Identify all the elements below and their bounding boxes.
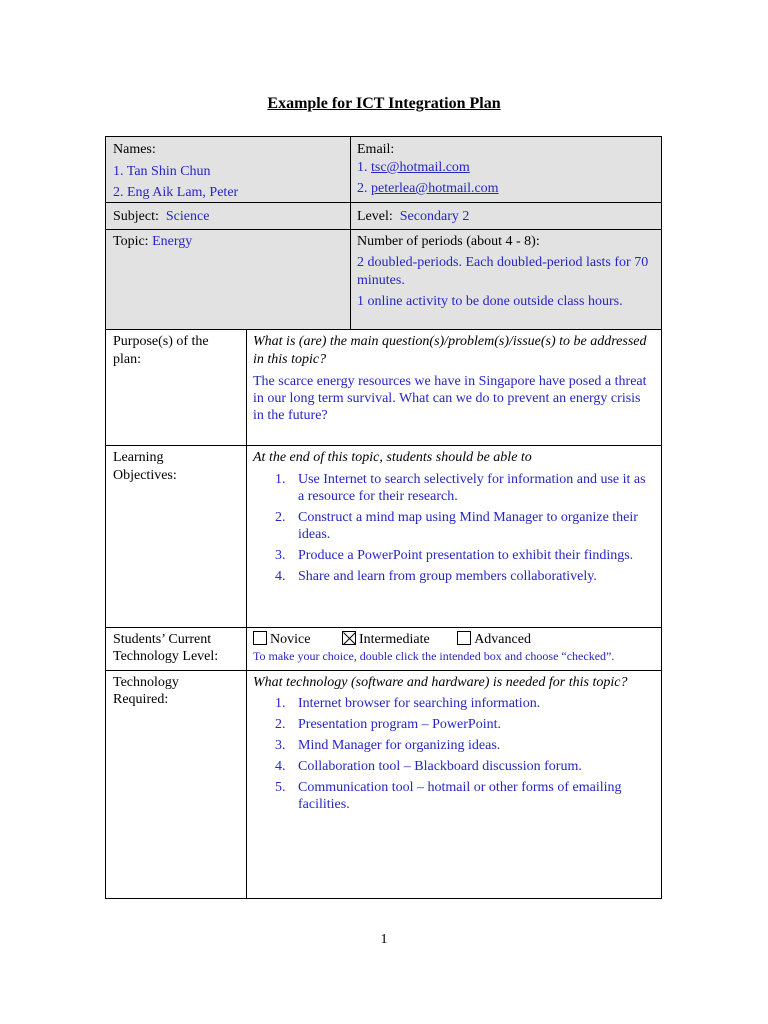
periods-cell xyxy=(357,233,655,311)
list-item: 4. Collaboration tool – Blackboard discussion forum. xyxy=(275,759,582,774)
list-item: 1. Internet browser for searching information. xyxy=(275,696,541,711)
checkbox-icon[interactable] xyxy=(457,631,471,645)
list-item: 4. Share and learn from group members collaboratively. xyxy=(275,569,597,584)
email-link-2[interactable]: peterlea@hotmail.com xyxy=(371,181,499,196)
email-label: Email: xyxy=(357,142,395,157)
tech-required-content xyxy=(253,674,653,817)
purpose-label: Purpose(s) of the plan: xyxy=(113,334,209,367)
purpose-content xyxy=(253,333,653,424)
list-item: 2. Construct a mind map using Mind Manager to organize their ideas. xyxy=(275,510,638,542)
document-title: Example for ICT Integration Plan xyxy=(267,95,501,112)
list-item: 5. Communication tool – hotmail or other forms of emailing facilities. xyxy=(275,780,622,812)
checkbox-icon[interactable] xyxy=(253,631,267,645)
checkbox-advanced[interactable]: Advanced xyxy=(457,632,531,647)
periods-label: Number of periods (about 4 - 8): xyxy=(357,234,540,249)
objectives-label: Learning Objectives: xyxy=(113,450,177,483)
level-cell xyxy=(357,208,469,226)
list-item: 1. Use Internet to search selectively for information and use it as a resource for their research. xyxy=(275,472,646,504)
topic-value: Energy xyxy=(152,234,193,249)
subject-value: Science xyxy=(165,209,210,224)
names-label: Names: xyxy=(113,142,156,157)
purpose-question: What is (are) the main question(s)/problem(s)/issue(s) to be addressed in this topic? xyxy=(253,334,647,367)
periods-line-2: 1 online activity to be done outside class hours. xyxy=(357,294,623,309)
tech-level-content xyxy=(253,631,658,664)
level-label: Level: xyxy=(357,209,393,224)
tech-level-options xyxy=(253,631,658,649)
list-item: 3. Mind Manager for organizing ideas. xyxy=(275,738,501,753)
checkbox-intermediate[interactable]: Intermediate xyxy=(342,632,430,647)
subject-cell xyxy=(113,208,209,226)
plan-table xyxy=(105,136,662,899)
name-item: 2. Eng Aik Lam, Peter xyxy=(113,185,239,200)
tech-level-instruction: To make your choice, double click the intended box and choose “checked”. xyxy=(253,649,615,663)
level-value: Secondary 2 xyxy=(399,209,470,224)
checkbox-novice[interactable]: Novice xyxy=(253,632,310,647)
list-item: 3. Produce a PowerPoint presentation to exhibit their findings. xyxy=(275,548,634,563)
objectives-content xyxy=(253,449,653,589)
objectives-list xyxy=(253,471,653,585)
email-cell: Email: 1. tsc@hotmail.com 2. peterlea@hotmail.com xyxy=(357,141,657,198)
topic-cell xyxy=(113,233,192,251)
list-item: 2. Presentation program – PowerPoint. xyxy=(275,717,501,732)
periods-line-1: 2 doubled-periods. Each doubled-period lasts for 70 minutes. xyxy=(357,255,649,288)
tech-required-list xyxy=(253,695,653,813)
tech-level-label: Students’ Current Technology Level: xyxy=(113,632,219,664)
email-link-1[interactable]: tsc@hotmail.com xyxy=(371,160,470,175)
subject-label: Subject: xyxy=(113,209,159,224)
purpose-answer: The scarce energy resources we have in Singapore have posed a threat in our long term survival. What can we do to prevent an energy crisis in the future? xyxy=(253,374,647,423)
topic-label: Topic: xyxy=(113,234,149,249)
tech-required-label: Technology Required: xyxy=(113,675,179,707)
tech-required-question: What technology (software and hardware) is needed for this topic? xyxy=(253,675,628,690)
objectives-intro: At the end of this topic, students should be able to xyxy=(253,450,532,465)
page-number: 1 xyxy=(380,932,388,947)
names-cell xyxy=(113,141,348,202)
checked-box-icon[interactable] xyxy=(342,631,356,645)
name-item: 1. Tan Shin Chun xyxy=(113,164,211,179)
